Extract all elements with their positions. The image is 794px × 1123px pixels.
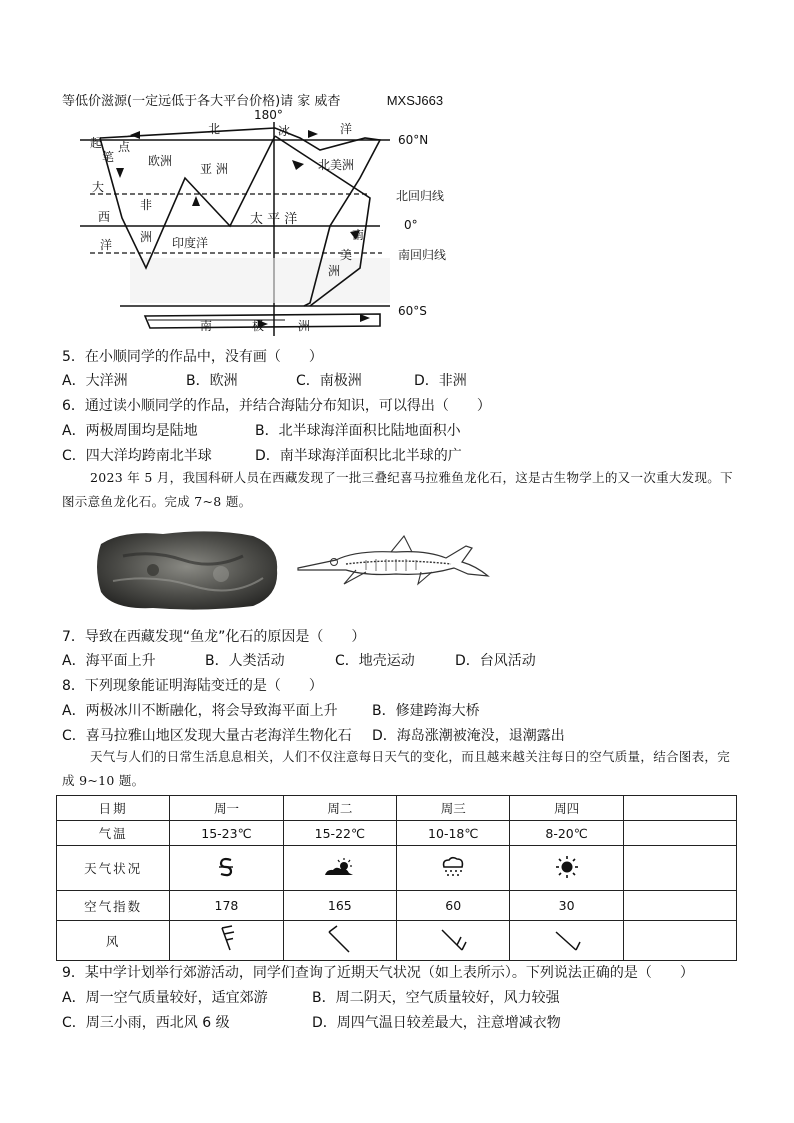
temp-cell: 8-20℃ bbox=[510, 821, 623, 846]
day-cell: 周三 bbox=[397, 796, 510, 821]
empty-cell bbox=[623, 821, 736, 846]
label-pacific: 太 平 洋 bbox=[250, 212, 298, 227]
label-tropic-n: 北回归线 bbox=[396, 189, 445, 203]
weather-table bbox=[56, 795, 737, 961]
q7-stem: 7．导致在西藏发现“鱼龙”化石的原因是（ ） bbox=[62, 629, 366, 645]
label-bing: 冰 bbox=[278, 124, 291, 138]
q8-option-b[interactable]: B．修建跨海大桥 bbox=[372, 703, 480, 719]
q5-option-c[interactable]: C．南极洲 bbox=[296, 373, 362, 389]
table-row bbox=[57, 796, 737, 821]
wind-cell bbox=[170, 921, 283, 961]
aqi-cell: 60 bbox=[397, 891, 510, 921]
label-180: 180° bbox=[254, 108, 283, 122]
cloudy-sun-icon bbox=[323, 857, 357, 877]
fossil-photo bbox=[93, 526, 283, 612]
q5-option-b[interactable]: B．欧洲 bbox=[186, 373, 238, 389]
q8-option-d[interactable]: D．海岛涨潮被淹没，退潮露出 bbox=[372, 728, 565, 744]
aqi-cell: 30 bbox=[510, 891, 623, 921]
label-bei: 北 bbox=[208, 122, 221, 136]
q6-option-d[interactable]: D．南半球海洋面积比北半球的广 bbox=[255, 448, 462, 464]
q5-stem: 5．在小顺同学的作品中，没有画（ ） bbox=[62, 349, 323, 365]
q6-stem: 6．通过读小顺同学的作品，并结合海陆分布知识，可以得出（ ） bbox=[62, 398, 491, 414]
world-sketch-map bbox=[60, 108, 480, 340]
label-yang: 洋 bbox=[340, 122, 353, 136]
passage-fossil: 2023 年 5 月，我国科研人员在西藏发现了一批三叠纪喜马拉雅鱼龙化石，这是古生物学上的又一次重大发现。下图示意鱼龙化石。完成 7~8 题。 bbox=[62, 470, 733, 509]
weather-cell bbox=[510, 846, 623, 891]
q5-option-a[interactable]: A．大洋洲 bbox=[62, 373, 128, 389]
q6-option-a[interactable]: A．两极周围均是陆地 bbox=[62, 423, 198, 439]
label-atl-2: 西 bbox=[98, 210, 111, 224]
label-ant-1: 南 bbox=[200, 319, 213, 333]
weather-cell bbox=[397, 846, 510, 891]
header-date: 日期 bbox=[57, 796, 170, 821]
table-row bbox=[57, 921, 737, 961]
header-wind: 风 bbox=[57, 921, 170, 961]
q9-option-a[interactable]: A．周一空气质量较好，适宜郊游 bbox=[62, 990, 268, 1006]
table-row bbox=[57, 821, 737, 846]
weather-cell bbox=[170, 846, 283, 891]
label-qi: 起 bbox=[90, 136, 103, 150]
empty-cell bbox=[623, 796, 736, 821]
q9-option-b[interactable]: B．周二阴天，空气质量较好，风力较强 bbox=[312, 990, 560, 1006]
label-60n: 60°N bbox=[398, 133, 429, 147]
empty-cell bbox=[623, 846, 736, 891]
q5-option-d[interactable]: D．非洲 bbox=[414, 373, 467, 389]
sandstorm-icon bbox=[216, 856, 236, 878]
header-aqi: 空气指数 bbox=[57, 891, 170, 921]
label-bi: 笔 bbox=[102, 150, 115, 164]
label-africa-2: 洲 bbox=[140, 230, 153, 244]
q7-option-d[interactable]: D．台风活动 bbox=[455, 653, 536, 669]
header-weather: 天气状况 bbox=[57, 846, 170, 891]
wind-cell bbox=[397, 921, 510, 961]
label-equator: 0° bbox=[404, 218, 418, 232]
wind-barb-icon bbox=[214, 924, 238, 954]
label-tropic-s: 南回归线 bbox=[398, 248, 447, 262]
label-atl-3: 洋 bbox=[100, 238, 113, 252]
empty-cell bbox=[623, 921, 736, 961]
label-indian: 印度洋 bbox=[172, 236, 209, 250]
sunny-icon bbox=[555, 855, 579, 879]
label-ant-3: 洲 bbox=[298, 319, 311, 333]
q8-option-a[interactable]: A．两极冰川不断融化，将会导致海平面上升 bbox=[62, 703, 338, 719]
promo-text: 等低价滋源(一定远低于各大平台价格)请 家 威杳 MXSJ663 bbox=[62, 93, 444, 109]
q6-option-b[interactable]: B．北半球海洋面积比陆地面积小 bbox=[255, 423, 461, 439]
table-row bbox=[57, 846, 737, 891]
wind-cell bbox=[283, 921, 396, 961]
label-namerica: 北美洲 bbox=[318, 158, 355, 172]
q7-option-b[interactable]: B．人类活动 bbox=[205, 653, 285, 669]
label-asia: 亚 洲 bbox=[200, 162, 228, 176]
day-cell: 周四 bbox=[510, 796, 623, 821]
label-africa-1: 非 bbox=[140, 198, 153, 212]
temp-cell: 10-18℃ bbox=[397, 821, 510, 846]
aqi-cell: 178 bbox=[170, 891, 283, 921]
doc-code: MXSJ663 bbox=[386, 93, 444, 108]
q7-option-a[interactable]: A．海平面上升 bbox=[62, 653, 156, 669]
aqi-cell: 165 bbox=[283, 891, 396, 921]
q9-option-c[interactable]: C．周三小雨，西北风 6 级 bbox=[62, 1015, 230, 1031]
q8-stem: 8．下列现象能证明海陆变迁的是（ ） bbox=[62, 678, 323, 694]
weather-cell bbox=[283, 846, 396, 891]
table-row bbox=[57, 891, 737, 921]
label-europe: 欧洲 bbox=[148, 154, 173, 168]
q7-option-c[interactable]: C．地壳运动 bbox=[335, 653, 415, 669]
label-sam-3: 洲 bbox=[328, 264, 341, 278]
label-sam-2: 美 bbox=[340, 248, 353, 262]
passage-weather: 天气与人们的日常生活息息相关，人们不仅注意每日天气的变化，而且越来越关注每日的空气质量，结合图表，完成 9~10 题。 bbox=[62, 749, 731, 788]
day-cell: 周一 bbox=[170, 796, 283, 821]
q9-stem: 9．某中学计划举行郊游活动，同学们查询了近期天气状况（如上表所示）。下列说法正确的是（ ） bbox=[62, 965, 694, 981]
wind-barb-icon bbox=[438, 924, 468, 954]
temp-cell: 15-22℃ bbox=[283, 821, 396, 846]
light-rain-icon bbox=[440, 855, 466, 879]
day-cell: 周二 bbox=[283, 796, 396, 821]
temp-cell: 15-23℃ bbox=[170, 821, 283, 846]
empty-cell bbox=[623, 891, 736, 921]
wind-barb-icon bbox=[325, 924, 355, 954]
label-sam-1: 南 bbox=[352, 228, 365, 242]
label-atl-1: 大 bbox=[92, 180, 105, 194]
q9-option-d[interactable]: D．周四气温日较差最大，注意增减衣物 bbox=[312, 1015, 561, 1031]
label-dian: 点 bbox=[118, 140, 131, 154]
label-60s: 60°S bbox=[398, 304, 427, 318]
label-ant-2: 极 bbox=[252, 319, 265, 333]
q6-option-c[interactable]: C．四大洋均跨南北半球 bbox=[62, 448, 212, 464]
q8-option-c[interactable]: C．喜马拉雅山地区发现大量古老海洋生物化石 bbox=[62, 728, 352, 744]
header-temp: 气温 bbox=[57, 821, 170, 846]
wind-cell bbox=[510, 921, 623, 961]
ichthyosaur-sketch bbox=[296, 528, 492, 588]
wind-barb-icon bbox=[552, 924, 582, 954]
